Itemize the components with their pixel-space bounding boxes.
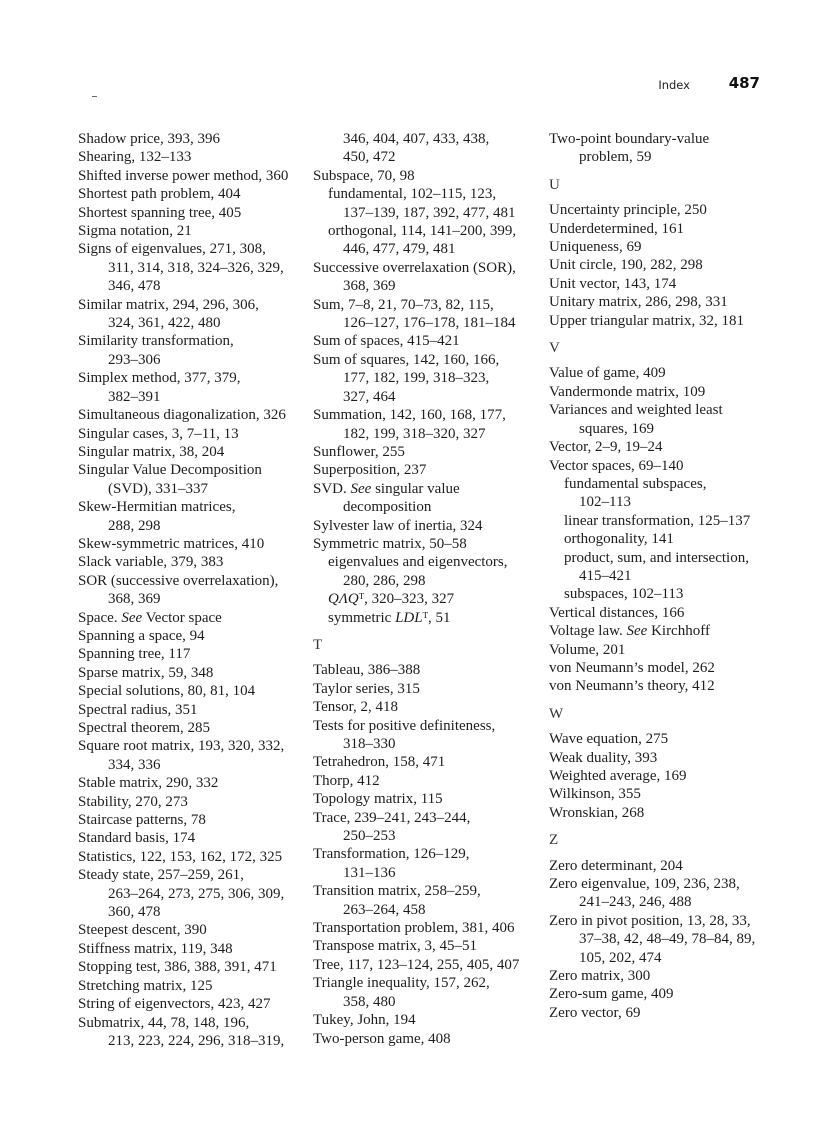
entry-line: Similarity transformation, [78, 333, 234, 350]
index-subentry [313, 185, 538, 222]
index-subentry [549, 475, 784, 512]
index-entry [78, 204, 303, 222]
index-entry [313, 1011, 538, 1029]
entry-line: orthogonality, 141 [564, 531, 674, 548]
entry-line: Shadow price, 393, 396 [78, 131, 221, 147]
entry-line: String of eigenvectors, 423, 427 [78, 996, 271, 1013]
index-entry [549, 730, 784, 748]
index-entry [549, 641, 784, 659]
entry-line: product, sum, and intersection, [564, 549, 749, 566]
entry-line: Volume, 201 [549, 641, 626, 658]
entry-line: Signs of eigenvalues, 271, 308, [78, 241, 266, 258]
index-entry [313, 1030, 538, 1048]
entry-line: Uniqueness, 69 [549, 239, 642, 256]
index-subentry [313, 609, 538, 627]
index-entry [313, 461, 538, 479]
entry-line: Statistics, 122, 153, 162, 172, 325 [78, 848, 283, 865]
entry-line: Tree, 117, 123–124, 255, 405, 407 [313, 956, 520, 973]
entry-line: 105, 202, 474 [579, 949, 662, 966]
index-entry [549, 130, 784, 167]
entry-line: SVD. See singular value [313, 480, 460, 497]
index-entry [313, 443, 538, 461]
entry-line: Unit vector, 143, 174 [549, 275, 677, 292]
entry-line: Special solutions, 80, 81, 104 [78, 683, 256, 700]
index-entry [78, 793, 303, 811]
page-number: 487 [728, 74, 760, 92]
entry-line: Wave equation, 275 [549, 731, 669, 748]
index-entry [549, 438, 784, 456]
index-entry [549, 220, 784, 238]
entry-line: QΛQᵀ, 320–323, 327 [328, 591, 455, 608]
index-entry [78, 701, 303, 719]
entry-line: Variances and weighted least [549, 402, 723, 419]
entry-line: Simplex method, 377, 379, [78, 370, 241, 387]
entry-line: 368, 369 [343, 278, 396, 295]
entry-line: Sunflower, 255 [313, 443, 405, 460]
entry-line: Sum, 7–8, 21, 70–73, 82, 115, [313, 296, 494, 313]
entry-line: 368, 369 [108, 591, 161, 608]
index-subentry [549, 512, 784, 530]
index-entry [549, 1004, 784, 1022]
entry-line: squares, 169 [579, 420, 654, 437]
entry-line: 334, 336 [108, 756, 161, 773]
index-entry [549, 677, 784, 695]
index-entry [78, 774, 303, 792]
entry-line: Unitary matrix, 286, 298, 331 [549, 294, 728, 311]
entry-line: 177, 182, 199, 318–323, [343, 370, 490, 387]
index-entry [549, 604, 784, 622]
entry-line: 213, 223, 224, 296, 318–319, [108, 1032, 285, 1049]
entry-line: Sum of spaces, 415–421 [313, 333, 460, 350]
index-entry [549, 383, 784, 401]
entry-line: 346, 478 [108, 278, 161, 295]
index-entry [78, 940, 303, 958]
index-entry [549, 967, 784, 985]
index-entry [549, 875, 784, 912]
entry-line: eigenvalues and eigenvectors, [328, 554, 508, 571]
index-entry [313, 351, 538, 406]
index-entry [313, 772, 538, 790]
index-entry [78, 240, 303, 295]
index-entry [549, 401, 784, 438]
entry-line: Two-person game, 408 [313, 1030, 451, 1047]
entry-line: Zero determinant, 204 [549, 857, 683, 874]
entry-line: Wilkinson, 355 [549, 786, 641, 803]
index-entry [313, 535, 538, 553]
entry-line: Zero matrix, 300 [549, 968, 651, 985]
section-letter-v: V [549, 340, 560, 357]
entry-line: Zero eigenvalue, 109, 236, 238, [549, 876, 740, 893]
index-entry [313, 919, 538, 937]
entry-line: Upper triangular matrix, 32, 181 [549, 312, 744, 329]
index-entry [549, 312, 784, 330]
entry-line: von Neumann’s theory, 412 [549, 678, 715, 695]
entry-line: 126–127, 176–178, 181–184 [343, 315, 516, 332]
index-entry [313, 956, 538, 974]
index-entry [549, 256, 784, 274]
entry-line: 182, 199, 318–320, 327 [343, 425, 486, 442]
entry-line: Staircase patterns, 78 [78, 812, 206, 829]
entry-line: 250–253 [343, 828, 396, 845]
entry-line: Zero in pivot position, 13, 28, 33, [549, 912, 751, 929]
entry-line: decomposition [343, 499, 432, 516]
index-entry [549, 457, 784, 475]
entry-line: Subspace, 70, 98 [313, 167, 415, 184]
entry-line: Shearing, 132–133 [78, 149, 192, 166]
entry-line: Tensor, 2, 418 [313, 699, 399, 716]
entry-line: 446, 477, 479, 481 [343, 241, 456, 258]
index-entry [78, 921, 303, 939]
entry-line: Slack variable, 379, 383 [78, 554, 224, 571]
entry-line: subspaces, 102–113 [564, 586, 684, 603]
index-subentry [549, 549, 784, 586]
entry-line: Sylvester law of inertia, 324 [313, 517, 483, 534]
entry-line: Tests for positive definiteness, [313, 717, 496, 734]
entry-line: Vandermonde matrix, 109 [549, 383, 706, 400]
entry-line: 318–330 [343, 736, 396, 752]
entry-line: Shifted inverse power method, 360 [78, 167, 289, 184]
entry-line: Tetrahedron, 158, 471 [313, 754, 446, 771]
index-entry [313, 480, 538, 517]
index-subentry [313, 553, 538, 590]
index-entry [78, 296, 303, 333]
index-entry [313, 259, 538, 296]
entry-line: Shortest spanning tree, 405 [78, 204, 242, 221]
entry-line: Spanning a space, 94 [78, 627, 205, 644]
section-letter-w: W [549, 705, 564, 722]
index-entry [549, 364, 784, 382]
index-entry [549, 622, 784, 640]
index-entry [78, 866, 303, 921]
index-entry [313, 717, 538, 754]
index-subentry [549, 530, 784, 548]
index-column-3 [549, 130, 784, 1022]
index-entry [78, 572, 303, 609]
entry-line: fundamental, 102–115, 123, [328, 186, 497, 203]
index-entry [78, 1014, 303, 1051]
entry-line: Two-point boundary-value [549, 131, 710, 147]
index-entry [313, 698, 538, 716]
index-entry [78, 811, 303, 829]
entry-line: Trace, 239–241, 243–244, [313, 809, 471, 826]
index-entry [78, 461, 303, 498]
entry-line: 358, 480 [343, 993, 396, 1010]
entry-line: Underdetermined, 161 [549, 220, 684, 237]
entry-line: Square root matrix, 193, 320, 332, [78, 738, 285, 755]
entry-line: (SVD), 331–337 [108, 480, 208, 497]
entry-line: Transportation problem, 381, 406 [313, 920, 515, 937]
index-entry [78, 425, 303, 443]
index-entry [313, 406, 538, 443]
index-entry [313, 974, 538, 1011]
entry-line: Symmetric matrix, 50–58 [313, 535, 467, 552]
entry-line: Unit circle, 190, 282, 298 [549, 257, 703, 274]
entry-line: 288, 298 [108, 517, 161, 534]
section-letter-t: T [313, 636, 323, 653]
entry-line: Skew-Hermitian matrices, [78, 499, 236, 516]
entry-line: Transpose matrix, 3, 45–51 [313, 938, 478, 955]
entry-line: Vector spaces, 69–140 [549, 457, 684, 474]
index-entry [78, 406, 303, 424]
entry-line: Tableau, 386–388 [313, 662, 421, 679]
index-entry [549, 857, 784, 875]
entry-line: 360, 478 [108, 904, 161, 921]
entry-line: Superposition, 237 [313, 462, 427, 479]
entry-line: Stability, 270, 273 [78, 793, 188, 810]
entry-line: Space. See Vector space [78, 609, 222, 626]
entry-line: Topology matrix, 115 [313, 791, 443, 808]
index-entry [313, 167, 538, 185]
index-entry [78, 719, 303, 737]
index-entry [313, 680, 538, 698]
index-entry [313, 661, 538, 679]
entry-line: 37–38, 42, 48–49, 78–84, 89, [579, 931, 756, 948]
index-entry [549, 659, 784, 677]
entry-line: Tukey, John, 194 [313, 1012, 416, 1029]
entry-line: 311, 314, 318, 324–326, 329, [108, 259, 284, 276]
entry-line: Singular Value Decomposition [78, 462, 262, 479]
entry-line: Singular matrix, 38, 204 [78, 443, 225, 460]
entry-line: Sum of squares, 142, 160, 166, [313, 351, 500, 368]
entry-line: problem, 59 [579, 149, 652, 166]
index-column-1 [78, 130, 303, 1050]
entry-line: Stiffness matrix, 119, 348 [78, 940, 233, 957]
header-label: Index [658, 78, 690, 92]
index-entry [78, 498, 303, 535]
entry-line: Similar matrix, 294, 296, 306, [78, 296, 259, 313]
entry-line: 131–136 [343, 864, 396, 881]
index-entry [78, 130, 303, 148]
entry-line: symmetric LDLᵀ, 51 [328, 609, 451, 626]
entry-line: SOR (successive overrelaxation), [78, 572, 279, 589]
entry-line: von Neumann’s model, 262 [549, 659, 715, 676]
entry-line: Taylor series, 315 [313, 680, 420, 697]
index-entry [78, 664, 303, 682]
entry-line: Wronskian, 268 [549, 804, 645, 821]
index-entry [78, 829, 303, 847]
entry-line: 280, 286, 298 [343, 572, 426, 589]
entry-line: Simultaneous diagonalization, 326 [78, 407, 286, 424]
entry-line: 346, 404, 407, 433, 438, [343, 131, 490, 147]
index-entry [78, 332, 303, 369]
index-entry [78, 443, 303, 461]
entry-line: Thorp, 412 [313, 772, 380, 789]
entry-line: Sigma notation, 21 [78, 223, 192, 240]
entry-line: Sparse matrix, 59, 348 [78, 664, 214, 681]
entry-line: Successive overrelaxation (SOR), [313, 259, 516, 276]
entry-line: 102–113 [579, 494, 631, 511]
index-entry [549, 201, 784, 219]
entry-line: Spectral radius, 351 [78, 701, 198, 718]
index-entry [313, 790, 538, 808]
entry-line: Spanning tree, 117 [78, 646, 191, 663]
index-entry [78, 682, 303, 700]
index-entry [313, 809, 538, 846]
entry-line: Uncertainty principle, 250 [549, 202, 707, 219]
index-entry [313, 882, 538, 919]
entry-line: Vertical distances, 166 [549, 604, 685, 621]
index-entry [78, 553, 303, 571]
entry-line: 263–264, 458 [343, 901, 426, 918]
index-entry [313, 753, 538, 771]
index-entry [78, 222, 303, 240]
entry-line: Stopping test, 386, 388, 391, 471 [78, 959, 277, 976]
index-entry [78, 167, 303, 185]
index-entry [549, 238, 784, 256]
index-subentry [549, 585, 784, 603]
index-entry [78, 369, 303, 406]
entry-line: 263–264, 273, 275, 306, 309, [108, 885, 285, 902]
entry-line: Stretching matrix, 125 [78, 977, 213, 994]
index-entry [78, 627, 303, 645]
section-letter-u: U [549, 176, 560, 193]
margin-mark [92, 96, 97, 97]
entry-line: Voltage law. See Kirchhoff [549, 623, 710, 640]
index-subentry [313, 222, 538, 259]
entry-line: Steady state, 257–259, 261, [78, 867, 244, 884]
index-entry [313, 332, 538, 350]
entry-line: 450, 472 [343, 149, 396, 166]
entry-line: Steepest descent, 390 [78, 922, 207, 939]
entry-line: orthogonal, 114, 141–200, 399, [328, 223, 517, 240]
index-entry [78, 148, 303, 166]
index-subentry [313, 590, 538, 608]
index-entry [549, 275, 784, 293]
index-entry [78, 995, 303, 1013]
entry-line: 327, 464 [343, 388, 396, 405]
index-entry [313, 130, 538, 167]
index-entry [313, 937, 538, 955]
entry-line: Standard basis, 174 [78, 830, 196, 847]
index-entry [78, 609, 303, 627]
index-entry [313, 296, 538, 333]
entry-line: 415–421 [579, 567, 632, 584]
entry-line: Weighted average, 169 [549, 768, 687, 784]
index-entry [78, 535, 303, 553]
entry-line: 137–139, 187, 392, 477, 481 [343, 204, 516, 221]
index-entry [549, 985, 784, 1003]
entry-line: Zero-sum game, 409 [549, 986, 674, 1003]
index-entry [549, 785, 784, 803]
entry-line: 293–306 [108, 351, 161, 368]
index-entry [78, 848, 303, 866]
index-entry [549, 767, 784, 785]
entry-line: Vector, 2–9, 19–24 [549, 439, 663, 456]
index-entry [78, 958, 303, 976]
index-entry [549, 749, 784, 767]
entry-line: Spectral theorem, 285 [78, 720, 211, 736]
entry-line: Submatrix, 44, 78, 148, 196, [78, 1014, 250, 1031]
entry-line: Skew-symmetric matrices, 410 [78, 535, 265, 552]
index-entry [313, 517, 538, 535]
entry-line: Value of game, 409 [549, 365, 666, 382]
entry-line: Singular cases, 3, 7–11, 13 [78, 425, 239, 442]
index-column-2 [313, 130, 538, 1048]
index-entry [549, 912, 784, 967]
index-entry [549, 804, 784, 822]
index-entry [78, 737, 303, 774]
section-letter-z: Z [549, 832, 559, 849]
entry-line: fundamental subspaces, [564, 475, 707, 492]
entry-line: 241–243, 246, 488 [579, 894, 692, 911]
entry-line: Shortest path problem, 404 [78, 186, 241, 203]
entry-line: 382–391 [108, 388, 161, 405]
entry-line: Weak duality, 393 [549, 749, 658, 766]
index-entry [78, 645, 303, 663]
entry-line: Transformation, 126–129, [313, 846, 470, 863]
entry-line: Triangle inequality, 157, 262, [313, 975, 490, 992]
index-entry [549, 293, 784, 311]
entry-line: Transition matrix, 258–259, [313, 883, 481, 900]
index-entry [313, 845, 538, 882]
entry-line: Zero vector, 69 [549, 1004, 641, 1021]
index-entry [78, 185, 303, 203]
entry-line: linear transformation, 125–137 [564, 512, 751, 529]
index-entry [78, 977, 303, 995]
entry-line: Stable matrix, 290, 332 [78, 775, 219, 792]
entry-line: 324, 361, 422, 480 [108, 315, 221, 332]
entry-line: Summation, 142, 160, 168, 177, [313, 407, 506, 424]
